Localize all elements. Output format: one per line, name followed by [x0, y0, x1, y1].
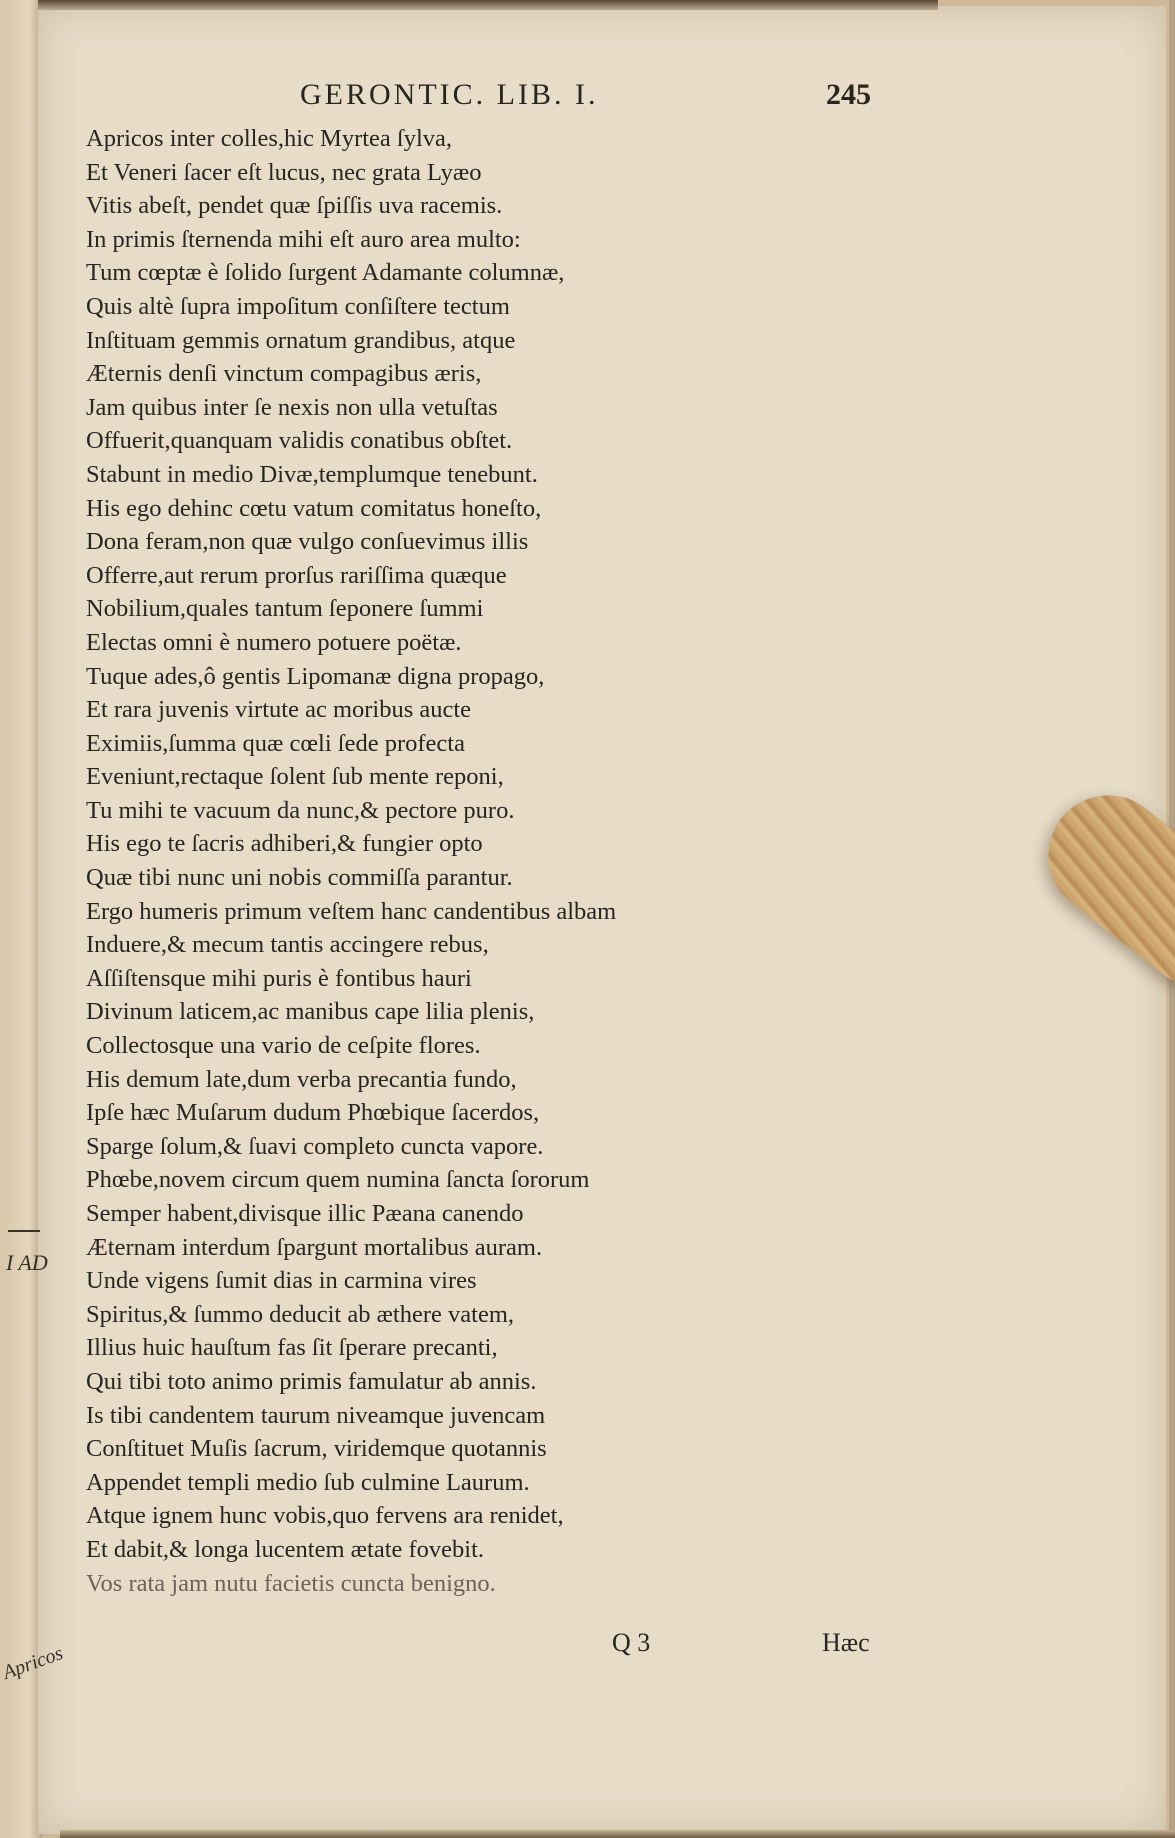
page-number: 245: [826, 78, 871, 111]
margin-note: I AD: [6, 1250, 48, 1275]
verse-line: Quis altè ſupra impoſitum conſiſtere tectum: [86, 292, 510, 320]
verse-line: Offuerit,quanquam validis conatibus obſtet.: [86, 427, 513, 455]
top-page-edge: [38, 0, 938, 10]
margin-rule: [8, 1230, 40, 1232]
verse-line: Appendet templi medio ſub culmine Laurum.: [86, 1468, 530, 1496]
verse-line: Tum cœptæ è ſolido ſurgent Adamante columnæ,: [86, 259, 565, 287]
verse-line: Atque ignem hunc vobis,quo fervens ara renidet,: [86, 1502, 564, 1530]
verse-line: Nobilium,quales tantum ſeponere ſummi: [86, 595, 484, 623]
verse-line: Ergo humeris primum veſtem hanc candentibus albam: [86, 897, 617, 925]
verse-line: Conſtituet Muſis ſacrum, viridemque quotannis: [86, 1435, 547, 1463]
verse-line: Aſſiſtensque mihi puris è fontibus hauri: [86, 964, 472, 992]
verse-line: Divinum laticem,ac manibus cape lilia plenis,: [86, 998, 535, 1026]
verse-line: Illius huic hauſtum fas ſit ſperare precanti,: [86, 1334, 498, 1362]
verse-line: Dona feram,non quæ vulgo conſuevimus illis: [86, 528, 529, 556]
verse-line: Ipſe hæc Muſarum dudum Phœbique ſacerdos,: [86, 1099, 540, 1127]
verse-line: Quæ tibi nunc uni nobis commiſſa parantur.: [86, 864, 513, 892]
verse-line: Eximiis,ſumma quæ cœli ſede profecta: [86, 729, 465, 757]
verse-line: Jam quibus inter ſe nexis non ulla vetuſtas: [86, 393, 498, 421]
signature-mark: Q 3: [612, 1628, 651, 1657]
verse-line: Sparge ſolum,& ſuavi completo cuncta vapore.: [86, 1132, 544, 1160]
verse-line: His demum late,dum verba precantia fundo,: [86, 1065, 517, 1093]
verse-line: Tuque ades,ô gentis Lipomanæ digna propago,: [86, 662, 545, 690]
verse-line: Qui tibi toto animo primis famulatur ab annis.: [86, 1367, 537, 1395]
verse-line: Induere,& mecum tantis accingere rebus,: [86, 931, 489, 959]
verse-line: Electas omni è numero potuere poëtæ.: [86, 628, 462, 656]
verse-line: Et Veneri ſacer eſt lucus, nec grata Lyæo: [86, 158, 482, 186]
verse-line: Et dabit,& longa lucentem ætate fovebit.: [86, 1535, 485, 1563]
verse-line: Stabunt in medio Divæ,templumque tenebunt.: [86, 460, 538, 488]
verse-line: Æternis denſi vinctum compagibus æris,: [86, 360, 482, 388]
verse-text-block: [86, 122, 846, 1600]
verse-line: Unde vigens ſumit dias in carmina vires: [86, 1267, 477, 1295]
left-page-edge: [0, 0, 42, 1838]
verse-line: Et rara juvenis virtute ac moribus aucte: [86, 696, 472, 724]
catchword: Hæc: [822, 1628, 870, 1657]
verse-line: Inſtituam gemmis ornatum grandibus, atque: [86, 326, 516, 354]
verse-line: Æternam interdum ſpargunt mortalibus auram.: [86, 1233, 543, 1261]
verse-line: Tu mihi te vacuum da nunc,& pectore puro.: [86, 796, 515, 824]
margin-note-offset: Apricos: [0, 1642, 66, 1685]
verse-line: Phœbe,novem circum quem numina ſancta ſororum: [86, 1166, 590, 1194]
verse-line: Offerre,aut rerum prorſus rariſſima quæque: [86, 561, 507, 589]
verse-line: Apricos inter colles,hic Myrtea ſylva,: [86, 125, 453, 152]
verse-line: His ego dehinc cœtu vatum comitatus honeſto,: [86, 494, 542, 522]
verse-line: Collectosque una vario de ceſpite flores.: [86, 1032, 481, 1060]
verse-line: His ego te ſacris adhiberi,& fungier opto: [86, 830, 483, 858]
running-head: GERONTIC. LIB. I.: [300, 78, 599, 111]
verse-line: Is tibi candentem taurum niveamque juvencam: [86, 1401, 546, 1429]
verse-line: In primis ſternenda mihi eſt auro area multo:: [86, 225, 521, 253]
verse-line: Vitis abeſt, pendet quæ ſpiſſis uva racemis.: [86, 192, 503, 220]
verse-line: Vos rata jam nutu facietis cuncta benigno.: [86, 1569, 496, 1597]
verse-line: Eveniunt,rectaque ſolent ſub mente reponi,: [86, 763, 504, 791]
verse-line: Spiritus,& ſummo deducit ab æthere vatem,: [86, 1300, 514, 1328]
verse-line: Semper habent,divisque illic Pæana canendo: [86, 1200, 524, 1227]
bottom-page-edge: [60, 1830, 1175, 1838]
